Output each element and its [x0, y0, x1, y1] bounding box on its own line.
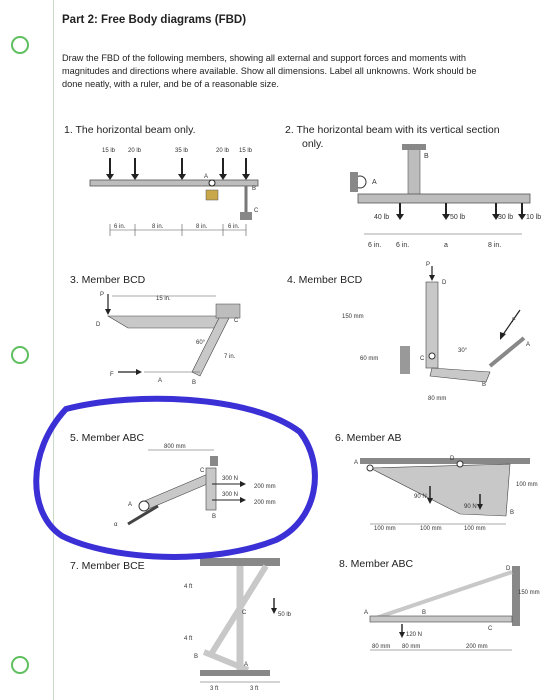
p1-load: 15 lb: [102, 148, 116, 154]
p4-label: F: [512, 318, 516, 324]
p8-label: 120 N: [406, 632, 423, 638]
p6-label: 100 mm: [420, 526, 442, 532]
p6-label: 90 N: [464, 504, 477, 510]
p7-label: 3 ft: [250, 686, 259, 692]
p2-load: 30 lb: [498, 214, 514, 221]
p4-label: 80 mm: [428, 396, 447, 402]
p5-label: 800 mm: [164, 444, 186, 450]
p2-load: 50 lb: [450, 214, 466, 221]
p5-label: B: [212, 514, 217, 520]
p1-point: C: [254, 208, 259, 214]
p3-label: 7 in.: [224, 354, 236, 360]
p8-label: 150 mm: [518, 590, 540, 596]
problem-2-label-cont: only.: [302, 138, 324, 150]
p1-dim: 8 in.: [196, 224, 208, 230]
p4-label: B: [482, 382, 487, 388]
p1-dim: 8 in.: [152, 224, 164, 230]
p5-label: C: [200, 468, 205, 474]
p2-point: B: [424, 153, 429, 160]
p7-label: 4 ft: [184, 636, 193, 642]
instruction-line: Draw the FBD of the following members, showing all external and support forces and moments with: [62, 53, 466, 63]
p7-label: 50 lb: [278, 612, 292, 618]
p5-label: α: [114, 522, 118, 528]
p3-label: P: [100, 292, 105, 298]
p1-load: 15 lb: [239, 148, 253, 154]
p4-label: 150 mm: [342, 314, 364, 320]
p2-load: 10 lb: [526, 214, 542, 221]
p5-label: 300 N: [222, 476, 239, 482]
p3-label: F: [110, 372, 114, 378]
p4-label: 30°: [458, 348, 468, 354]
p8-label: C: [488, 626, 493, 632]
p4-label: P: [426, 262, 431, 268]
p3-label: D: [96, 322, 101, 328]
p8-label: 200 mm: [466, 644, 488, 650]
p3-label: 15 in.: [156, 296, 171, 302]
p1-load: 20 lb: [216, 148, 230, 154]
p5-label: 200 mm: [254, 484, 276, 490]
p4-label: 60 mm: [360, 356, 379, 362]
p4-label: C: [420, 356, 425, 362]
p1-point: A: [204, 174, 209, 180]
p3-label: B: [192, 380, 197, 386]
p2-dim: 6 in.: [396, 242, 410, 249]
p3-label: C: [234, 318, 239, 324]
p2-dim: 6 in.: [368, 242, 382, 249]
p6-label: B: [510, 510, 515, 516]
p7-label: C: [242, 610, 247, 616]
problem-3-label: 3. Member BCD: [70, 274, 146, 286]
p4-label: D: [442, 280, 447, 286]
instruction-line: magnitudes and directions where available. Show all dimensions. Label all unknowns. Work should be: [62, 66, 477, 76]
section-title: Part 2: Free Body diagrams (FBD): [62, 14, 247, 26]
p6-label: D: [450, 456, 455, 462]
p6-label: 100 mm: [516, 482, 538, 488]
p6-label: A: [354, 460, 359, 466]
p6-label: 100 mm: [464, 526, 486, 532]
p2-dim: 8 in.: [488, 242, 502, 249]
problem-7-label: 7. Member BCE: [70, 560, 145, 572]
problem-4-label: 4. Member BCD: [287, 274, 363, 286]
p1-point: B: [252, 186, 257, 192]
p1-dim: 6 in.: [114, 224, 126, 230]
p2-dim: a: [444, 242, 448, 249]
p2-point: A: [372, 179, 377, 186]
problem-8-label: 8. Member ABC: [339, 558, 414, 570]
p5-label: A: [128, 502, 133, 508]
p2-load: 40 lb: [374, 214, 390, 221]
p3-label: A: [158, 378, 163, 384]
instruction-line: done neatly, with a ruler, and be of a reasonable size.: [62, 79, 279, 89]
p8-label: B: [422, 610, 427, 616]
problem-5-label: 5. Member ABC: [70, 432, 145, 444]
p7-label: 4 ft: [184, 584, 193, 590]
p6-label: 100 mm: [374, 526, 396, 532]
p4-label: A: [526, 342, 531, 348]
p7-label: 3 ft: [210, 686, 219, 692]
p8-label: 80 mm: [402, 644, 421, 650]
problem-1-label: 1. The horizontal beam only.: [64, 124, 196, 136]
problem-2-label: 2. The horizontal beam with its vertical section: [285, 124, 500, 136]
problem-6-label: 6. Member AB: [335, 432, 402, 444]
p1-load: 35 lb: [175, 148, 189, 154]
p1-load: 20 lb: [128, 148, 142, 154]
p8-label: 80 mm: [372, 644, 391, 650]
p5-label: 300 N: [222, 492, 239, 498]
p8-label: A: [364, 610, 369, 616]
p1-dim: 6 in.: [228, 224, 240, 230]
p8-label: D: [506, 566, 511, 572]
p7-label: A: [244, 662, 249, 668]
p6-label: 90 N: [414, 494, 427, 500]
p7-label: B: [194, 654, 199, 660]
p3-label: 60°: [196, 340, 206, 346]
p5-label: 200 mm: [254, 500, 276, 506]
